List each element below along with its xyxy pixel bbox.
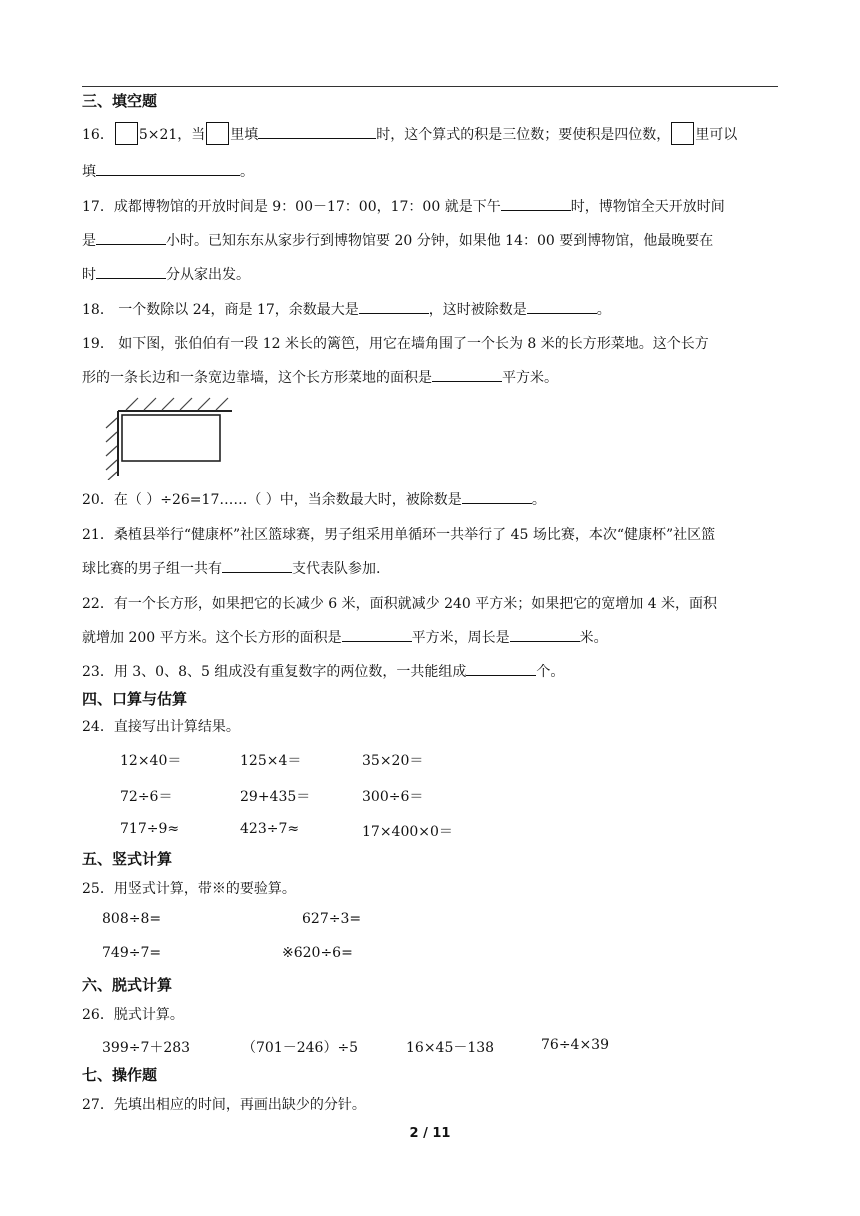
question-26-title: 26．脱式计算。 [82, 1007, 184, 1023]
vertical-calc-item: 627÷3= [302, 911, 362, 927]
section-heading-fill-blank: 三、填空题 [82, 92, 158, 110]
answer-blank[interactable] [342, 627, 412, 642]
question-22-line-1: 22．有一个长方形，如果把它的长减少 6 米，面积就减少 240 平方米；如果把它的宽增加 4 米，面积 [82, 596, 718, 612]
vertical-calc-item: ※620÷6= [282, 945, 353, 961]
question-21-line-1: 21．桑植县举行“健康杯”社区篮球赛，男子组采用单循环一共举行了 45 场比赛，本次“健康杯”社区篮 [82, 527, 716, 543]
answer-box[interactable] [115, 122, 138, 145]
answer-blank[interactable] [96, 264, 166, 279]
mental-calc-item: 717÷9≈ [120, 821, 180, 837]
vertical-calc-item: 808÷8= [102, 911, 162, 927]
question-17-line-3: 时 分从家出发。 [82, 264, 250, 284]
question-25-title: 25．用竖式计算，带※的要验算。 [82, 881, 296, 897]
section-heading-vertical-calc: 五、竖式计算 [82, 850, 173, 868]
mental-calc-item: 35×20＝ [362, 753, 424, 769]
mental-calc-item: 423÷7≈ [240, 821, 300, 837]
question-18: 18． 一个数除以 24，商是 17，余数最大是 ，这时被除数是 。 [82, 299, 611, 319]
answer-box[interactable] [206, 122, 229, 145]
mental-calc-item: 300÷6＝ [362, 789, 424, 805]
step-calc-item: （701－246）÷5 [242, 1040, 359, 1056]
answer-blank[interactable] [96, 161, 240, 176]
section-heading-mental-math: 四、口算与估算 [82, 690, 188, 708]
answer-blank[interactable] [466, 661, 536, 676]
question-20: 20．在（ ）÷26=17……（ ）中，当余数最大时，被除数是 。 [82, 489, 546, 509]
step-calc-item: 16×45－138 [406, 1040, 495, 1056]
section-heading-operation: 七、操作题 [82, 1066, 158, 1084]
vertical-calc-item: 749÷7= [102, 945, 162, 961]
top-rule [82, 86, 778, 87]
answer-blank[interactable] [432, 367, 502, 382]
question-17-line-2: 是 小时。已知东东从家步行到博物馆要 20 分钟，如果他 14：00 要到博物馆，他最晚要在 [82, 230, 713, 250]
mental-calc-item: 17×400×0＝ [362, 824, 453, 840]
question-27-title: 27．先填出相应的时间，再画出缺少的分针。 [82, 1097, 366, 1113]
vegetable-plot-rectangle [122, 415, 220, 461]
question-17-line-1: 17．成都博物馆的开放时间是 9：00－17：00，17：00 就是下午 时，博物馆全天开放时间 [82, 196, 725, 216]
mental-calc-item: 29+435＝ [240, 789, 311, 805]
answer-blank[interactable] [96, 230, 166, 245]
answer-blank[interactable] [359, 299, 429, 314]
question-19-line-2: 形的一条长边和一条宽边靠墙，这个长方形菜地的面积是 平方米。 [82, 367, 558, 387]
answer-blank[interactable] [510, 627, 580, 642]
answer-blank[interactable] [501, 196, 571, 211]
step-calc-item: 399÷7＋283 [102, 1040, 191, 1056]
question-23: 23．用 3、0、8、5 组成没有重复数字的两位数，一共能组成 个。 [82, 661, 564, 681]
answer-blank[interactable] [462, 489, 532, 504]
question-21-line-2: 球比赛的男子组一共有 支代表队参加. [82, 558, 380, 578]
answer-blank[interactable] [527, 299, 597, 314]
answer-blank[interactable] [222, 558, 292, 573]
page-number: 2 / 11 [409, 1126, 451, 1141]
question-22-line-2: 就增加 200 平方米。这个长方形的面积是 平方米，周长是 米。 [82, 627, 608, 647]
mental-calc-item: 12×40＝ [120, 753, 182, 769]
mental-calc-item: 72÷6＝ [120, 789, 173, 805]
question-19-line-1: 19． 如下图，张伯伯有一段 12 米长的篱笆，用它在墙角围了一个长为 8 米的长方形菜地。这个长方 [82, 336, 709, 352]
question-24-title: 24．直接写出计算结果。 [82, 719, 240, 735]
mental-calc-item: 125×4＝ [240, 753, 302, 769]
answer-box[interactable] [671, 122, 694, 145]
section-heading-step-calc: 六、脱式计算 [82, 976, 173, 994]
corner-wall-rectangle-figure [98, 396, 238, 480]
answer-blank[interactable] [258, 124, 376, 139]
step-calc-item: 76÷4×39 [541, 1037, 609, 1053]
question-16-line-1: 16． 5×21，当 里填 时，这个算式的积是三位数；要使积是四位数， 里可以 [82, 122, 737, 145]
question-16-line-2: 填 。 [82, 161, 254, 181]
